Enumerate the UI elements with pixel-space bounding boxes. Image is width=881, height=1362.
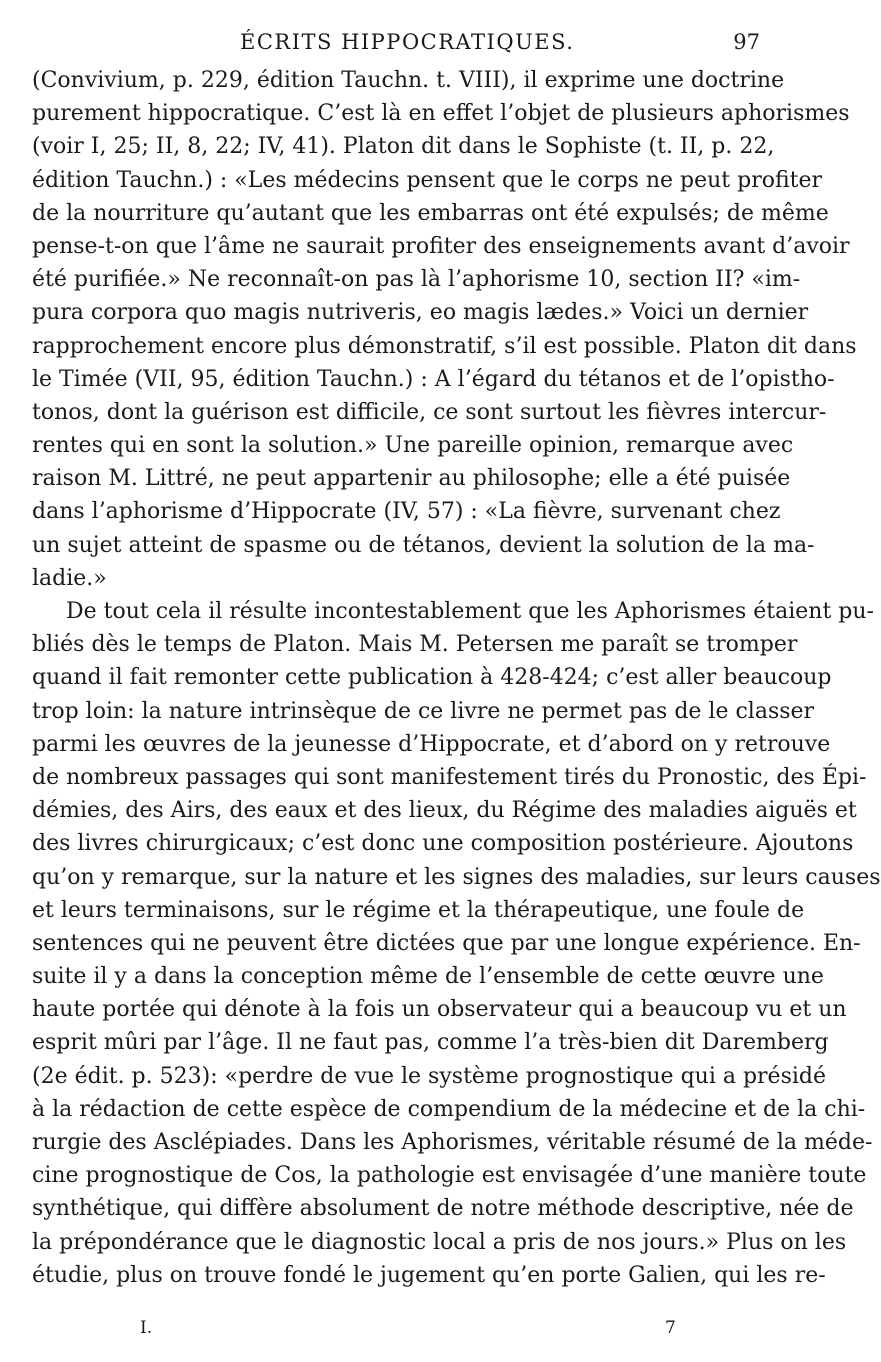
text-line: esprit mûri par l’âge. Il ne faut pas, comme l’a très-bien dit Daremberg [32, 1030, 829, 1056]
text-line: dans l’aphorisme d’Hippocrate (IV, 57) : «La fièvre, survenant chez [32, 499, 781, 525]
text-line: des livres chirurgicaux; c’est donc une composition postérieure. Ajoutons [32, 831, 854, 857]
page-footer [0, 1318, 800, 1348]
text-line: suite il y a dans la conception même de l’ensemble de cette œuvre une [32, 964, 824, 990]
text-line: de nombreux passages qui sont manifestement tirés du Pronostic, des Épi- [32, 764, 867, 790]
text-line: De tout cela il résulte incontestablement que les Aphorismes étaient pu- [66, 599, 874, 624]
text-line: cine prognostique de Cos, la pathologie est envisagée d’une manière toute [32, 1163, 867, 1189]
text-line: purement hippocratique. C’est là en effet l’objet de plusieurs aphorismes [32, 101, 850, 127]
running-title: ÉCRITS HIPPOCRATIQUES. [240, 30, 575, 54]
page-number: 97 [733, 30, 760, 54]
text-line: étudie, plus on trouve fondé le jugement qu’en porte Galien, qui les re- [32, 1262, 826, 1288]
text-line: parmi les œuvres de la jeunesse d’Hippocrate, et d’abord on y retrouve [32, 731, 831, 757]
text-line: quand il fait remonter cette publication à 428-424; c’est aller beaucoup [32, 665, 832, 691]
text-line: de la nourriture qu’autant que les embarras ont été expulsés; de même [32, 200, 829, 226]
text-line: (voir I, 25; II, 8, 22; IV, 41). Platon dit dans le Sophiste (t. II, p. 22, [32, 134, 775, 160]
text-line: ladie.» [32, 565, 107, 591]
text-line: un sujet atteint de spasme ou de tétanos, devient la solution de la ma- [32, 532, 815, 558]
page-header [0, 30, 800, 60]
text-line: raison M. Littré, ne peut appartenir au philosophe; elle a été puisée [32, 466, 791, 492]
text-line: pense-t-on que l’âme ne saurait profiter des enseignements avant d’avoir [32, 233, 850, 259]
text-line: pura corpora quo magis nutriveris, eo magis lædes.» Voici un dernier [32, 300, 809, 326]
text-line: sentences qui ne peuvent être dictées que par une longue expérience. En- [32, 930, 861, 956]
text-line: synthétique, qui diffère absolument de notre méthode descriptive, née de [32, 1196, 854, 1222]
text-line: rentes qui en sont la solution.» Une pareille opinion, remarque avec [32, 433, 794, 459]
text-line: bliés dès le temps de Platon. Mais M. Petersen me paraît se tromper [32, 632, 798, 658]
signature-mark: I. [140, 1318, 153, 1338]
text-line: le Timée (VII, 95, édition Tauchn.) : A l’égard du tétanos et de l’opistho- [32, 366, 835, 392]
text-line: édition Tauchn.) : «Les médecins pensent que le corps ne peut profiter [32, 167, 823, 193]
text-line: (Convivium, p. 229, édition Tauchn. t. VIII), il exprime une doctrine [32, 68, 785, 93]
text-line: à la rédaction de cette espèce de compendium de la médecine et de la chi- [32, 1096, 866, 1122]
text-line: rapprochement encore plus démonstratif, s’il est possible. Platon dit dans [32, 333, 857, 359]
text-line: tonos, dont la guérison est difficile, ce sont surtout les fièvres intercur- [32, 399, 827, 425]
text-line: haute portée qui dénote à la fois un observateur qui a beaucoup vu et un [32, 997, 847, 1023]
text-line: la prépondérance que le diagnostic local a pris de nos jours.» Plus on les [32, 1229, 847, 1255]
text-line: (2e édit. p. 523): «perdre de vue le système prognostique qui a présidé [32, 1063, 827, 1089]
text-line: rurgie des Asclépiades. Dans les Aphorismes, véritable résumé de la méde- [32, 1130, 873, 1155]
text-line: trop loin: la nature intrinsèque de ce livre ne permet pas de le classer [32, 698, 815, 724]
text-line: qu’on y remarque, sur la nature et les signes des maladies, sur leurs causes [32, 864, 881, 890]
text-line: été purifiée.» Ne reconnaît-on pas là l’aphorisme 10, section II? «im- [32, 267, 801, 293]
sheet-number: 7 [665, 1318, 676, 1338]
text-line: et leurs terminaisons, sur le régime et la thérapeutique, une foule de [32, 897, 805, 923]
body-text [32, 64, 881, 1292]
text-line: démies, des Airs, des eaux et des lieux, du Régime des maladies aiguës et [32, 798, 857, 824]
